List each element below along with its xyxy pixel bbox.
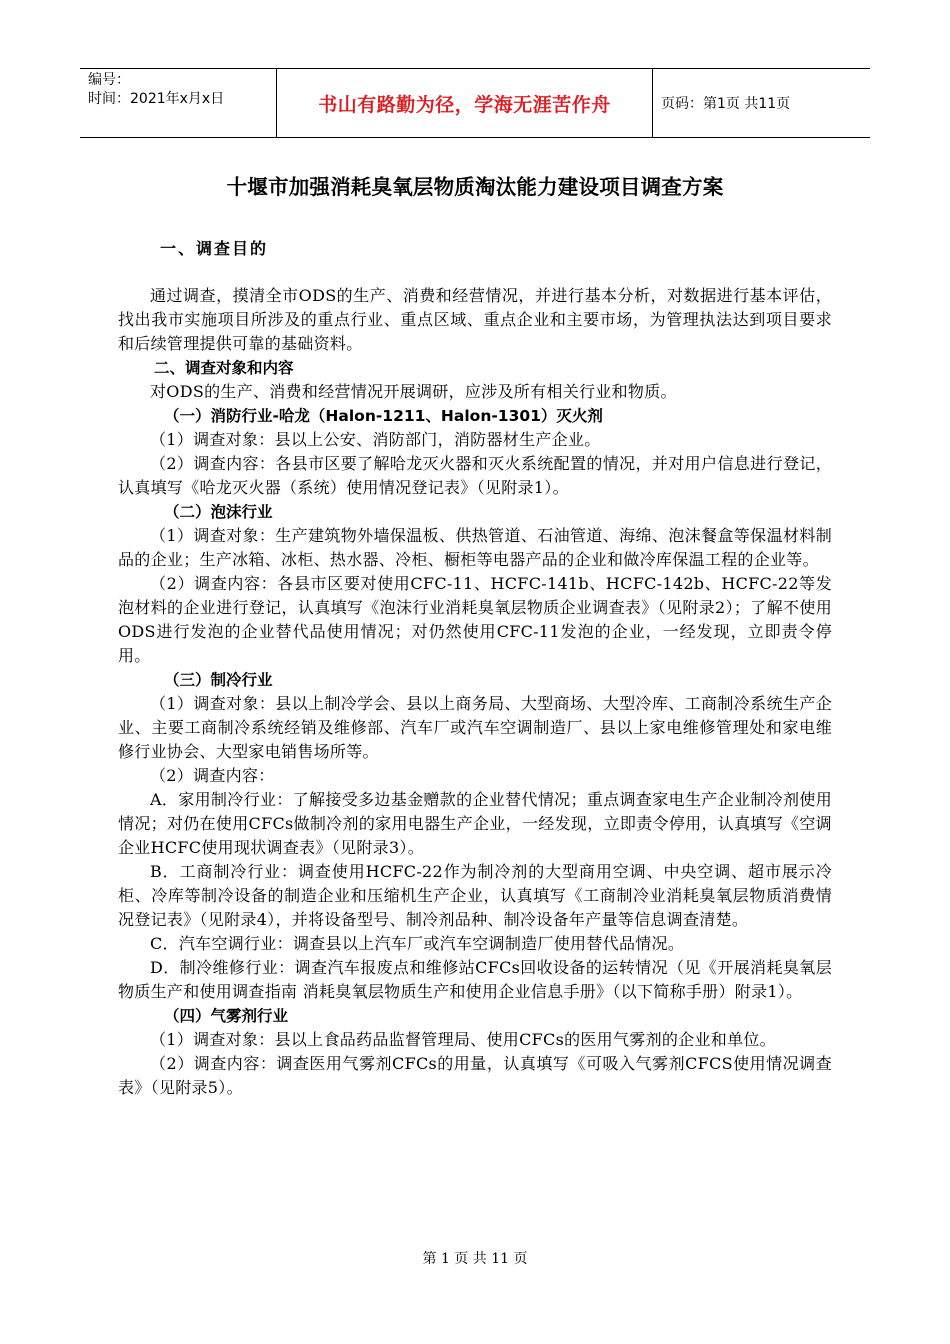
section-1-heading: 一、调查目的: [160, 239, 269, 258]
header-motto: 书山有路勤为径，学海无涯苦作舟: [277, 69, 653, 137]
document-date: 时间：2021年x月x日: [88, 91, 225, 107]
paragraph: （2）调查内容：各县市区要对使用CFC-11、HCFC-141b、HCFC-142b、HCFC-22等发泡材料的企业进行登记，认真填写《泡沫行业消耗臭氧层物质企业调查表》（见附录2）；了解不使用ODS进行发泡的企业替代品使用情况；对仍然使用CFC-11发泡的企业，一经发现，立即责令停用。: [118, 574, 832, 665]
paragraph: D．制冷维修行业：调查汽车报废点和维修站CFCs回收设备的运转情况（见《开展消耗臭氧层物质生产和使用调查指南 消耗臭氧层物质生产和使用企业信息手册》（以下简称手册）附录1）。: [118, 958, 832, 1001]
page-footer: 第 1 页 共 11 页: [422, 1251, 528, 1267]
paragraph: C．汽车空调行业：调查县以上汽车厂或汽车空调制造厂使用替代品情况。: [150, 934, 685, 953]
paragraph: （1）调查对象：县以上公安、消防部门，消防器材生产企业。: [150, 430, 601, 449]
subsection-2-heading: （二）泡沫行业: [164, 503, 273, 521]
document-number-label: 编号：: [88, 72, 130, 88]
document-title: 十堰市加强消耗臭氧层物质淘汰能力建设项目调查方案: [226, 175, 724, 199]
paragraph: A．家用制冷行业：了解接受多边基金赠款的企业替代情况；重点调查家电生产企业制冷剂使用情况；对仍在使用CFCs做制冷剂的家用电器生产企业，一经发现，立即责令停用，认真填写《空调企业HCFC使用现状调查表》（见附录3）。: [118, 790, 832, 857]
subsection-1-heading: （一）消防行业-哈龙（Halon-1211、Halon-1301）灭火剂: [164, 407, 603, 425]
section-1-text: 通过调查，摸清全市ODS的生产、消费和经营情况，并进行基本分析，对数据进行基本评估，找出我市实施项目所涉及的重点行业、重点区域、重点企业和主要市场，为管理执法达到项目要求和后续管理提供可靠的基础资料。: [118, 286, 832, 353]
paragraph: （1）调查对象：生产建筑物外墙保温板、供热管道、石油管道、海绵、泡沫餐盒等保温材料制品的企业；生产冰箱、冰柜、热水器、冷柜、橱柜等电器产品的企业和做冷库保温工程的企业等。: [118, 526, 832, 569]
subsection-4-heading: （四）气雾剂行业: [164, 1007, 289, 1025]
section-2-heading: 二、调查对象和内容: [154, 359, 294, 377]
paragraph: （1）调查对象：县以上食品药品监督管理局、使用CFCs的医用气雾剂的企业和单位。: [150, 1030, 776, 1049]
paragraph: B．工商制冷行业：调查使用HCFC-22作为制冷剂的大型商用空调、中央空调、超市展示冷柜、冷库等制冷设备的制造企业和压缩机生产企业，认真填写《工商制冷业消耗臭氧层物质消费情况登记表》（见附录4），并将设备型号、制冷剂品种、制冷设备年产量等信息调查清楚。: [118, 862, 832, 929]
document-body: [118, 284, 832, 1100]
paragraph: （2）调查内容：调查医用气雾剂CFCs的用量，认真填写《可吸入气雾剂CFCS使用情况调查表》（见附录5）。: [118, 1054, 832, 1097]
header-page-info: 页码：第1页 共11页: [661, 96, 791, 112]
paragraph: （2）调查内容：: [150, 766, 275, 785]
header-meta: [80, 69, 277, 137]
subsection-3-heading: （三）制冷行业: [164, 671, 273, 689]
section-2-intro: 对ODS的生产、消费和经营情况开展调研，应涉及所有相关行业和物质。: [150, 382, 677, 401]
paragraph: （2）调查内容：各县市区要了解哈龙灭火器和灭火系统配置的情况，并对用户信息进行登记，认真填写《哈龙灭火器（系统）使用情况登记表》（见附录1）。: [118, 454, 832, 497]
page-header: [80, 68, 870, 138]
paragraph: （1）调查对象：县以上制冷学会、县以上商务局、大型商场、大型冷库、工商制冷系统生产企业、主要工商制冷系统经销及维修部、汽车厂或汽车空调制造厂、县以上家电维修管理处和家电维修行业协会、大型家电销售场所等。: [118, 694, 832, 761]
